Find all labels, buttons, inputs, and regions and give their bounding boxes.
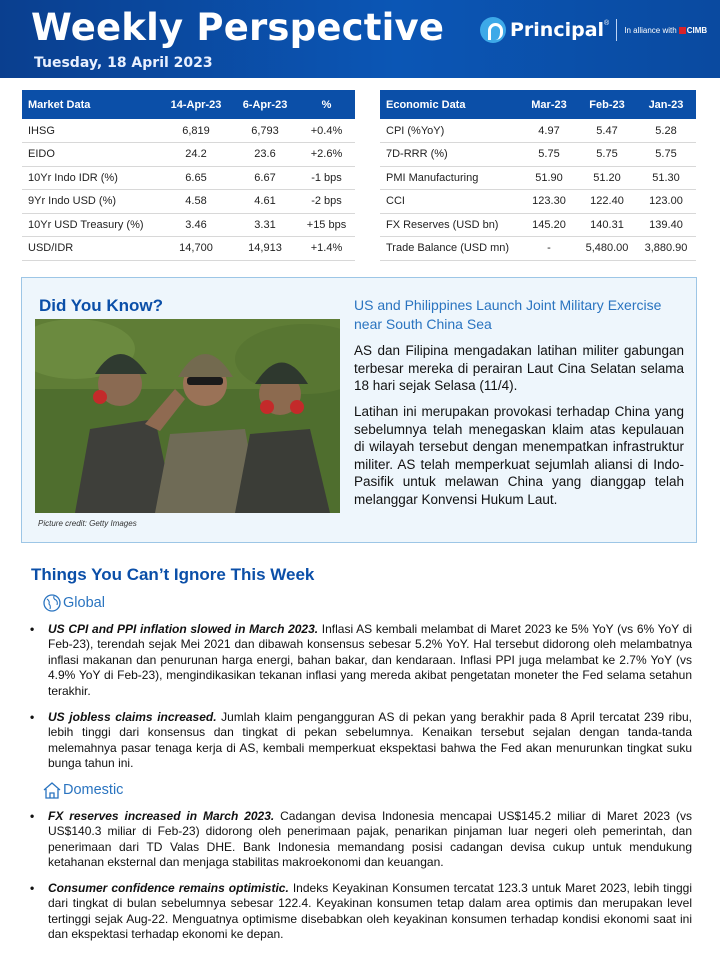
news-lead: US CPI and PPI inflation slowed in March 2023. [48,622,319,636]
table-cell: 10Yr USD Treasury (%) [22,213,160,237]
table-cell: 123.00 [636,190,696,214]
page-title: Weekly Perspective [31,6,445,49]
table-row [22,213,355,237]
table-row [22,119,355,143]
table-cell: 7D-RRR (%) [380,143,520,167]
table-header: Mar-23 [520,90,578,119]
logo-divider [616,19,617,41]
table-header: 6-Apr-23 [232,90,298,119]
news-text: Indeks Keyakinan Konsumen tercatat 123.3 untuk Maret 2023, lebih tinggi dari tingkat di bulan sebelumnya sebesar 122.4. Keyakinan konsumen tetap dalam area optimis dan merupakan level tertinggi sejak Aug-22. Menguatnya optimisme disebabkan oleh keyakinan konsumen terhadap kondisi ekonomi saat ini dan ekspektasi terhadap ekonomi ke depan. [48,881,692,942]
domestic-subheading [42,780,123,800]
table-cell: USD/IDR [22,237,160,261]
table-row [380,237,696,261]
table-cell: 145.20 [520,213,578,237]
table-cell: 3.31 [232,213,298,237]
table-cell: 9Yr Indo USD (%) [22,190,160,214]
table-cell: 23.6 [232,143,298,167]
table-cell: -2 bps [298,190,355,214]
section-title: Things You Can’t Ignore This Week [31,565,315,584]
news-text: Cadangan devisa Indonesia mencapai US$145.2 miliar di Maret 2023 (vs US$140.3 miliar di Feb-23) didorong oleh penerimaan pajak, penarikan pinjaman luar negeri oleh pemerintah, dan penerimaan dari TD Valas DHE. Bank Indonesia memandang posisi cadangan devisa cukup untuk mendukung ketahanan eksternal dan menjaga stabilitas makroekonomi dan keuangan. [48,809,692,870]
table-cell: 51.20 [578,166,636,190]
table-cell: 6.65 [160,166,232,190]
news-item [30,622,692,699]
table-cell: 14,913 [232,237,298,261]
did-you-know-paragraph: AS dan Filipina mengadakan latihan militer gabungan terbesar mereka di perairan Laut Cina Selatan selama 18 hari sejak Selasa (11/4). [354,343,684,394]
global-subheading [42,593,105,613]
table-cell: 139.40 [636,213,696,237]
table-cell: 5.75 [578,143,636,167]
table-cell: 14,700 [160,237,232,261]
news-text: Jumlah klaim pengangguran AS di pekan yang berakhir pada 8 April tercatat 239 ribu, lebih tinggi dari konsensus dan tingkat di pekan sebelumnya. Kenaikan tersebut sejalan dengan tanda-tanda melemahnya pasar tenaga kerja di AS, kembali memperkuat ekspektasi bahwa the Fed akan menurunkan tingkat suku bunga tahun ini. [48,710,693,771]
table-cell: 10Yr Indo IDR (%) [22,166,160,190]
table-header: Economic Data [380,90,520,119]
table-header: 14-Apr-23 [160,90,232,119]
table-cell: 140.31 [578,213,636,237]
table-cell: 6,819 [160,119,232,143]
table-cell: 4.97 [520,119,578,143]
table-row [380,166,696,190]
table-header: Market Data [22,90,160,119]
table-cell: - [520,237,578,261]
table-cell: 123.30 [520,190,578,214]
did-you-know-paragraph: Latihan ini merupakan provokasi terhadap China yang sebelumnya telah menegaskan klaim atas kepulauan di wilayah tersebut dengan menempatkan infrastruktur militer. AS telah memperkuat sejumlah aliansi di Indo-Pasifik untuk melawan China yang dianggap telah melanggar Konvensi Hukum Laut. [354,404,684,507]
did-you-know-title: Did You Know? [39,296,164,315]
bullet-icon: • [30,809,35,823]
bullet-icon: • [30,881,35,895]
table-cell: 51.90 [520,166,578,190]
globe-icon [42,593,62,613]
alliance-text: In alliance with [624,25,677,35]
table-cell: 122.40 [578,190,636,214]
table-row [22,143,355,167]
registered-icon: ® [604,19,610,27]
news-text: Inflasi AS kembali melambat di Maret 2023 ke 5% YoY (vs 6% YoY di Feb-23), terendah sejak Mei 2021 dan dibawah konsensus sebesar 5.2% YoY. Hal tersebut didorong oleh melambatnya inflasi makanan dan penurunan harga energi, bahan bakar, dan kendaraan. Inflasi PPI juga melambat ke 2.7% YoY (vs 4.9% YoY di Feb-23), mengindikasikan tekanan inflasi yang mereda akibat pengetatan moneter the Fed selama setahun terakhir. [48,622,692,698]
house-icon [42,780,62,800]
did-you-know-headline: US and Philippines Launch Joint Military Exercise near South China Sea [354,297,662,332]
table-cell: PMI Manufacturing [380,166,520,190]
table-cell: 24.2 [160,143,232,167]
table-cell: +0.4% [298,119,355,143]
table-cell: 51.30 [636,166,696,190]
news-lead: Consumer confidence remains optimistic. [48,881,289,895]
table-cell: CPI (%YoY) [380,119,520,143]
table-cell: +1.4% [298,237,355,261]
table-header: Feb-23 [578,90,636,119]
news-lead: US jobless claims increased. [48,710,217,724]
table-cell: 4.58 [160,190,232,214]
table-row [380,190,696,214]
cimb-name: CIMB [686,25,708,35]
principal-logo-icon [480,17,506,43]
table-cell: CCI [380,190,520,214]
table-row [380,143,696,167]
table-cell: 6,793 [232,119,298,143]
principal-logo [480,17,707,43]
table-cell: 5.75 [520,143,578,167]
table-cell: 5.47 [578,119,636,143]
header-banner [0,0,720,78]
brand-name: Principal [510,19,605,41]
table-row [380,119,696,143]
cimb-logo [679,26,707,35]
news-item [30,881,692,943]
table-row [22,237,355,261]
table-header: % [298,90,355,119]
did-you-know-box [21,277,697,543]
table-cell: +2.6% [298,143,355,167]
news-lead: FX reserves increased in March 2023. [48,809,275,823]
news-item [30,809,692,871]
news-item [30,710,692,772]
table-cell: 5.75 [636,143,696,167]
table-cell: FX Reserves (USD bn) [380,213,520,237]
economic-data-table [380,90,696,261]
publication-date: Tuesday, 18 April 2023 [34,55,213,71]
photo-credit: Picture credit: Getty Images [38,519,137,528]
table-cell: +15 bps [298,213,355,237]
table-cell: 5,480.00 [578,237,636,261]
table-cell: 3,880.90 [636,237,696,261]
table-cell: IHSG [22,119,160,143]
table-cell: 5.28 [636,119,696,143]
global-label: Global [63,595,105,611]
soldiers-photo [35,319,340,513]
bullet-icon: • [30,622,35,636]
table-cell: Trade Balance (USD mn) [380,237,520,261]
domestic-label: Domestic [63,782,124,798]
soldiers-illustration [35,319,340,513]
table-header: Jan-23 [636,90,696,119]
market-data-table [22,90,355,261]
table-cell: EIDO [22,143,160,167]
table-row [22,166,355,190]
table-cell: 6.67 [232,166,298,190]
table-cell: 4.61 [232,190,298,214]
bullet-icon: • [30,710,35,724]
table-row [22,190,355,214]
table-cell: -1 bps [298,166,355,190]
table-row [380,213,696,237]
cimb-mark-icon [679,27,686,34]
table-cell: 3.46 [160,213,232,237]
